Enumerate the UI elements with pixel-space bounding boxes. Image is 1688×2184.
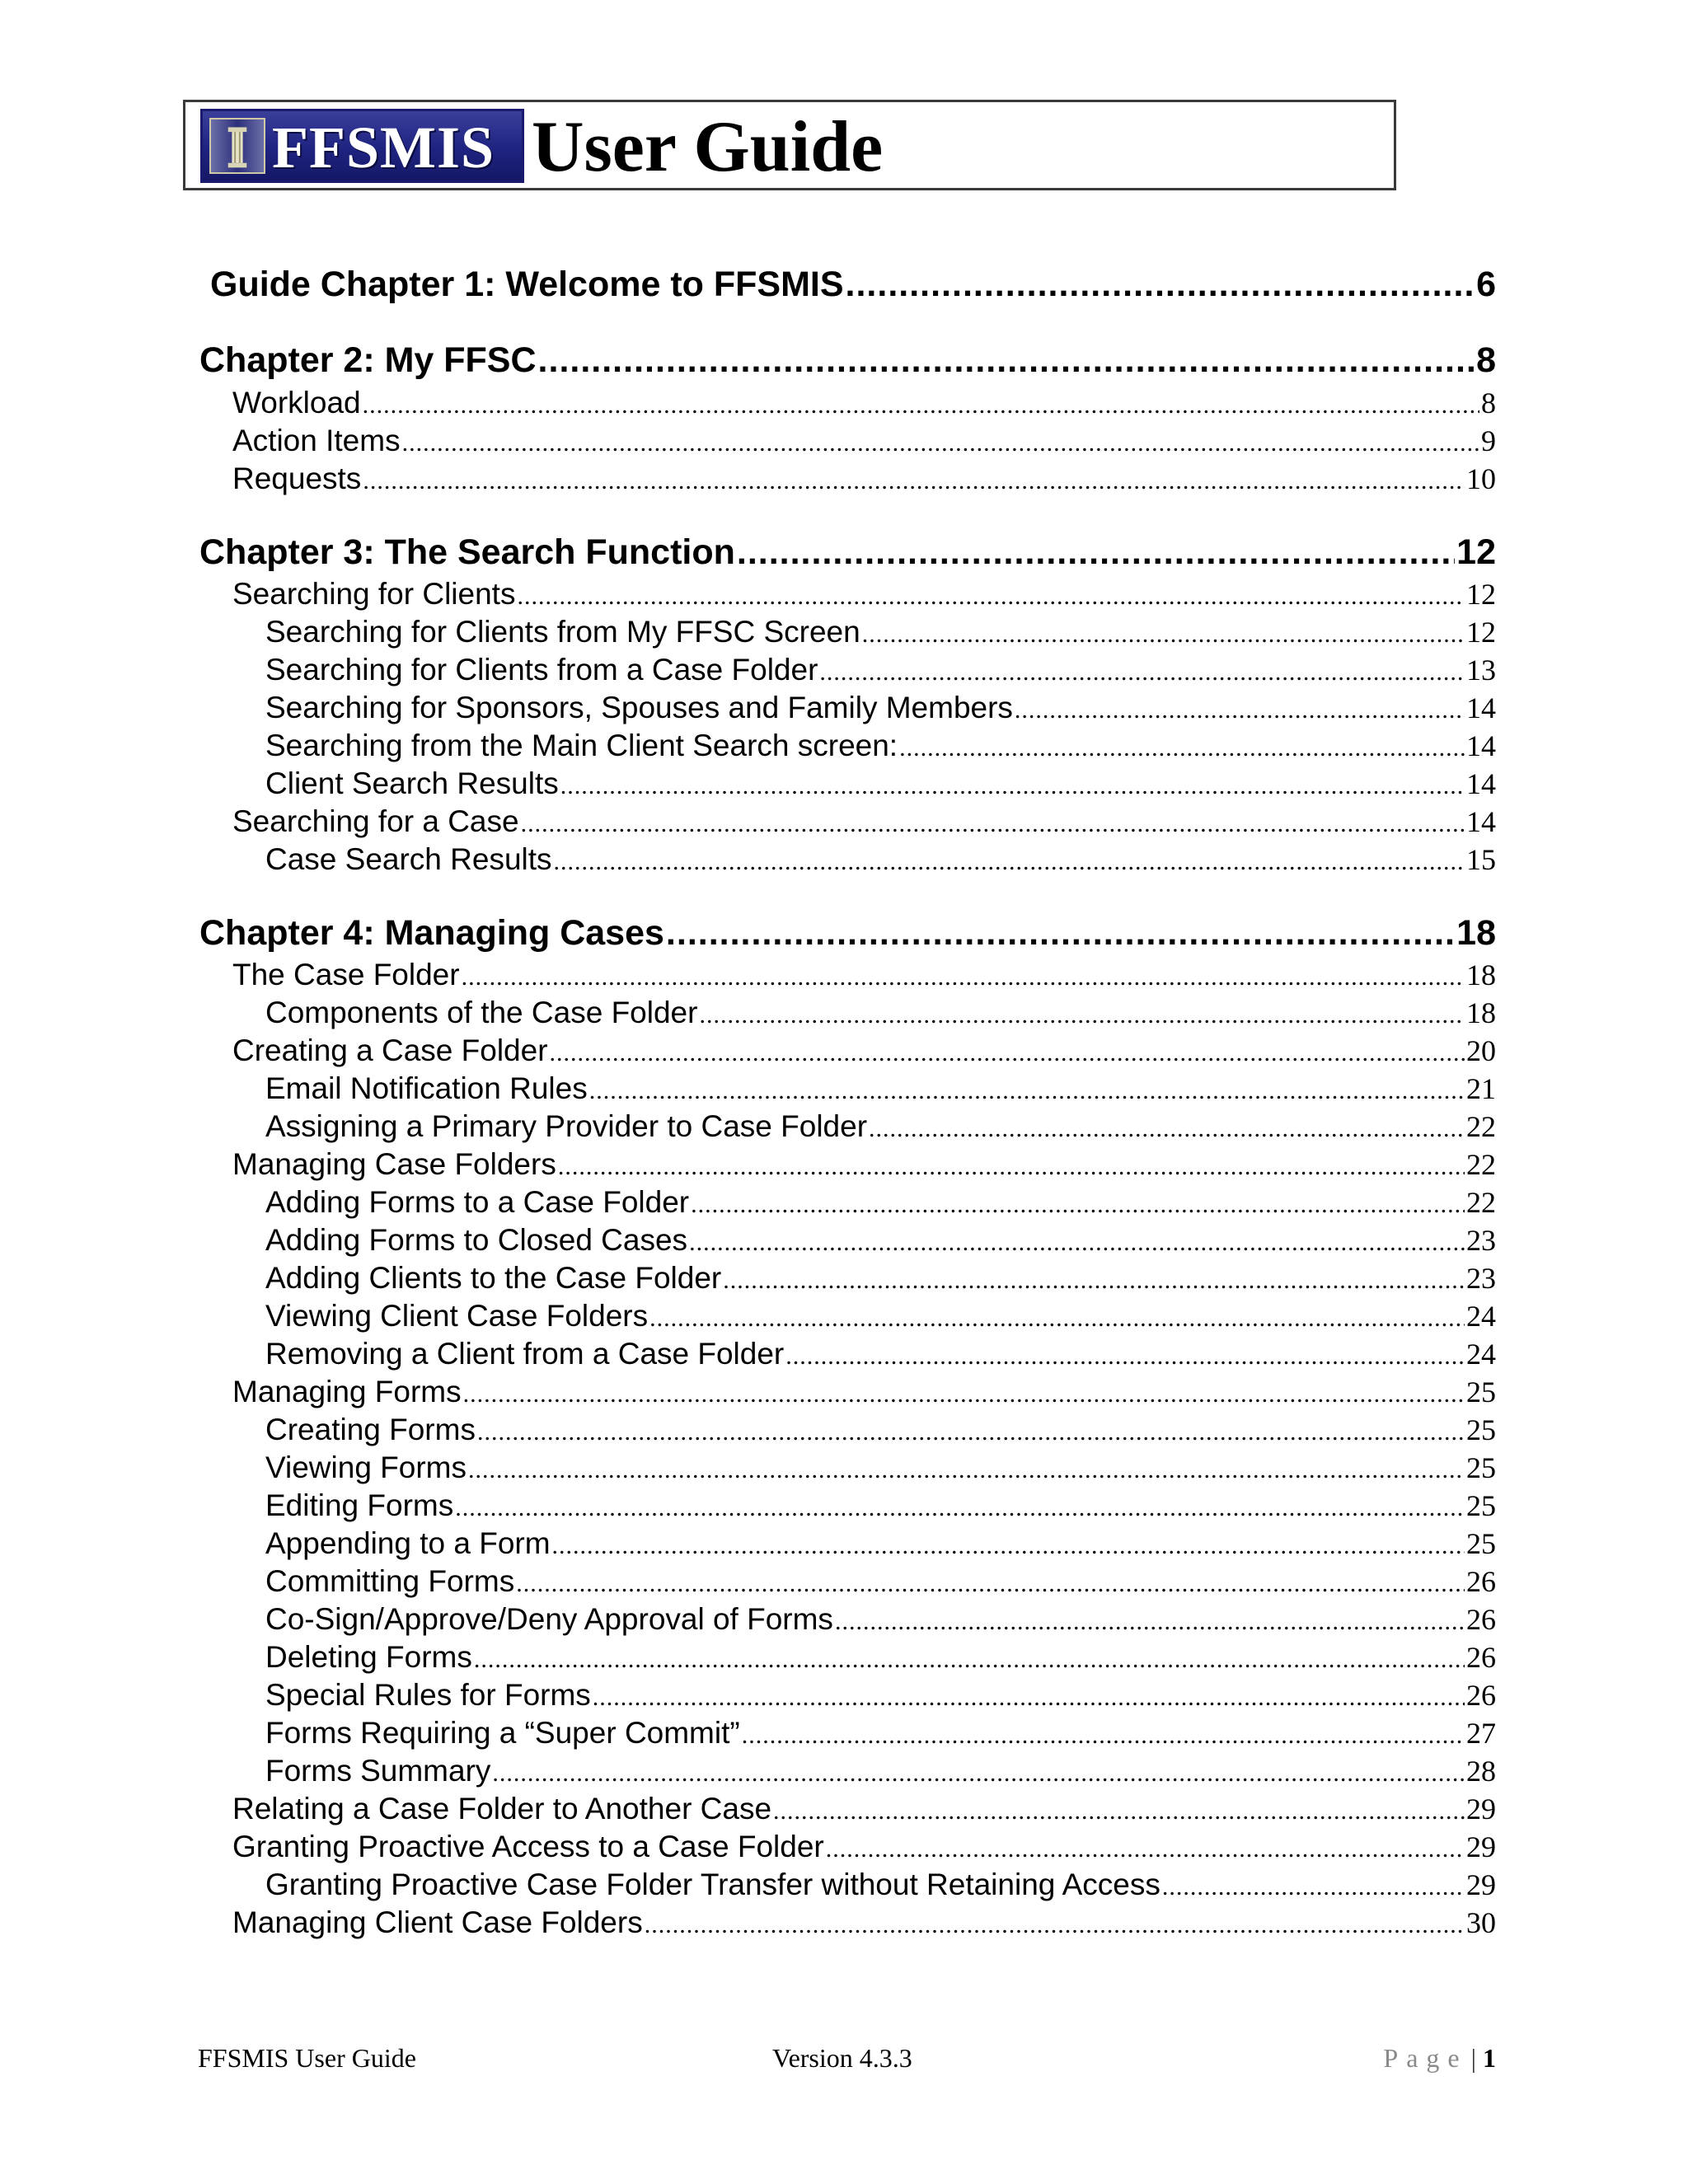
toc-entry[interactable] [265,1601,1496,1641]
toc-entry[interactable] [265,1449,1496,1489]
toc-page-number: 8 [1481,387,1496,419]
logo-text: FFSMIS [272,115,495,180]
toc-page-number: 12 [1466,616,1496,649]
toc-leader [560,767,1465,805]
toc-entry-title: Granting Proactive Access to a Case Folder [232,1830,824,1863]
toc-leader [554,843,1465,881]
toc-page-number: 6 [1476,265,1496,304]
toc-entry-title: Adding Forms to Closed Cases [265,1223,688,1257]
toc-page-number: 22 [1466,1148,1496,1181]
toc-page-number: 18 [1466,958,1496,991]
toc-page-number: 26 [1466,1679,1496,1712]
toc-entry-title: Managing Case Folders [232,1147,556,1181]
toc-leader [691,1186,1465,1224]
toc-leader [862,616,1465,654]
toc-entry[interactable] [265,1752,1496,1793]
toc-entry[interactable] [232,460,1496,500]
toc-leader [835,1603,1465,1641]
toc-leader [477,1413,1465,1451]
toc-entry[interactable] [265,1525,1496,1565]
toc-page-number: 15 [1466,843,1496,876]
toc-page-number: 12 [1456,532,1496,572]
page-label: Page [1383,2043,1468,2073]
footer-doc-title: FFSMIS User Guide [198,2043,416,2073]
toc-entry-title: Viewing Client Case Folders [265,1299,649,1333]
toc-leader [492,1755,1465,1793]
toc-leader [538,340,1475,381]
toc-page-number: 13 [1466,654,1496,687]
toc-leader [363,387,1479,424]
toc-page-number: 22 [1466,1110,1496,1143]
toc-page-number: 29 [1466,1830,1496,1863]
toc-entry-title: Searching for Clients from My FFSC Screen [265,615,860,649]
toc-page-number: 29 [1466,1793,1496,1825]
toc-entry[interactable] [265,727,1496,767]
toc-leader [402,424,1479,462]
toc-entry[interactable] [265,1676,1496,1717]
toc-entry-title: Requests [232,462,362,495]
toc-entry[interactable] [265,651,1496,691]
toc-entry[interactable] [265,1183,1496,1224]
toc-page-number: 27 [1466,1717,1496,1750]
toc-entry[interactable] [265,1297,1496,1338]
toc-entry[interactable] [265,1487,1496,1527]
toc-entry[interactable] [265,994,1496,1034]
toc-page-number: 28 [1466,1755,1496,1788]
toc-leader [1162,1868,1465,1906]
toc-leader [474,1641,1465,1679]
toc-entry[interactable] [265,613,1496,654]
toc-entry[interactable] [232,1032,1496,1072]
page-number: 1 [1483,2043,1496,2073]
toc-page-number: 25 [1466,1376,1496,1408]
toc-entry-title: Workload [232,386,361,419]
toc-entry-title: Special Rules for Forms [265,1678,591,1712]
toc-entry-title: Editing Forms [265,1488,454,1522]
toc-leader [468,1451,1465,1489]
toc-entry-title: Chapter 4: Managing Cases [199,913,664,953]
toc-entry-title: Appending to a Form [265,1526,551,1560]
document-title: User Guide [532,107,884,187]
toc-entry-title: Searching for a Case [232,804,519,838]
toc-leader [737,532,1455,573]
toc-chapter-1[interactable] [210,264,1496,305]
toc-leader [521,805,1465,843]
toc-page-number: 10 [1466,462,1496,495]
toc-entry-title: Searching for Clients [232,577,516,611]
toc-leader [899,729,1465,767]
toc-entry[interactable] [265,1866,1496,1906]
toc-entry[interactable] [232,384,1496,424]
toc-page-number: 9 [1481,424,1496,457]
toc-leader [516,1565,1465,1603]
toc-chapter-2[interactable] [199,340,1496,381]
toc-page-number: 14 [1466,805,1496,838]
toc-page-number: 18 [1456,913,1496,953]
toc-page-number: 24 [1466,1338,1496,1371]
toc-leader [552,1527,1465,1565]
toc-entry-title: Forms Requiring a “Super Commit” [265,1716,740,1750]
toc-page-number: 18 [1466,996,1496,1029]
toc-entry[interactable] [265,765,1496,805]
toc-entry-title: Removing a Client from a Case Folder [265,1337,785,1371]
toc-entry[interactable] [232,422,1496,462]
toc-entry-title: The Case Folder [232,958,460,991]
toc-entry-title: Searching for Sponsors, Spouses and Family Members [265,691,1013,724]
toc-entry[interactable] [232,803,1496,843]
footer-version: Version 4.3.3 [772,2043,912,2073]
toc-entry-title: Chapter 2: My FFSC [199,340,537,380]
toc-leader [846,264,1475,305]
toc-page-number: 25 [1466,1451,1496,1484]
toc-entry[interactable] [265,1070,1496,1110]
toc-page-number: 24 [1466,1300,1496,1333]
toc-entry[interactable] [265,1259,1496,1300]
toc-leader [593,1679,1465,1717]
toc-leader [785,1338,1465,1376]
toc-entry-title: Deleting Forms [265,1640,472,1674]
toc-entry-title: Searching from the Main Client Search screen: [265,729,898,762]
toc-entry-title: Components of the Case Folder [265,996,698,1029]
toc-entry-title: Adding Forms to a Case Folder [265,1185,690,1219]
toc-leader [649,1300,1465,1338]
toc-leader [645,1906,1465,1944]
toc-entry[interactable] [265,1563,1496,1603]
toc-page-number: 23 [1466,1224,1496,1257]
toc-leader [869,1110,1465,1148]
toc-entry-title: Relating a Case Folder to Another Case [232,1792,772,1825]
toc-page-number: 26 [1466,1603,1496,1636]
footer-page-indicator [1383,2041,1496,2074]
toc-page-number: 14 [1466,729,1496,762]
toc-page-number: 8 [1476,340,1496,380]
toc-chapter-4[interactable] [199,912,1496,954]
toc-page-number: 14 [1466,691,1496,724]
page-separator: | [1470,2043,1476,2073]
toc-leader [463,1376,1465,1413]
toc-entry-title: Creating a Case Folder [232,1033,548,1067]
toc-leader [826,1830,1465,1868]
toc-entry-title: Managing Forms [232,1375,462,1408]
toc-leader [699,996,1465,1034]
toc-leader [666,912,1455,954]
toc-entry-title: Searching for Clients from a Case Folder [265,653,818,687]
toc-entry[interactable] [265,1411,1496,1451]
toc-page-number: 21 [1466,1072,1496,1105]
toc-page-number: 14 [1466,767,1496,800]
toc-page-number: 20 [1466,1034,1496,1067]
toc-leader [363,462,1465,500]
toc-entry[interactable] [265,1714,1496,1755]
toc-leader [455,1489,1465,1527]
toc-entry-title: Action Items [232,424,401,457]
toc-entry-title: Case Search Results [265,842,552,876]
toc-leader [1015,691,1465,729]
toc-entry-title: Adding Clients to the Case Folder [265,1261,722,1295]
toc-entry[interactable] [232,956,1496,996]
toc-entry[interactable] [265,1221,1496,1262]
toc-page-number: 12 [1466,578,1496,611]
toc-entry[interactable] [265,1108,1496,1148]
toc-entry[interactable] [265,689,1496,729]
toc-entry-title: Creating Forms [265,1413,476,1446]
toc-entry[interactable] [232,1146,1496,1186]
toc-entry-title: Chapter 3: The Search Function [199,532,735,572]
toc-entry[interactable] [232,1373,1496,1413]
toc-leader [558,1148,1465,1186]
toc-entry[interactable] [265,1638,1496,1679]
toc-leader [517,578,1465,616]
toc-entry-title: Guide Chapter 1: Welcome to FFSMIS [210,265,844,304]
toc-entry-title: Committing Forms [265,1564,515,1598]
toc-entry[interactable] [232,575,1496,616]
toc-page-number: 29 [1466,1868,1496,1901]
toc-entry-title: Email Notification Rules [265,1071,588,1105]
toc-page-number: 25 [1466,1489,1496,1522]
toc-page-number: 22 [1466,1186,1496,1219]
toc-entry-title: Viewing Forms [265,1451,467,1484]
toc-entry-title: Client Search Results [265,766,559,800]
toc-leader [773,1793,1465,1830]
toc-entry-title: Granting Proactive Case Folder Transfer without Retaining Access [265,1868,1160,1901]
toc-entry[interactable] [232,1904,1496,1944]
toc-page-number: 30 [1466,1906,1496,1939]
toc-page-number: 25 [1466,1527,1496,1560]
toc-page-number: 23 [1466,1262,1496,1295]
toc-page-number: 26 [1466,1565,1496,1598]
toc-leader [723,1262,1465,1300]
toc-page-number: 26 [1466,1641,1496,1674]
toc-entry-title: Co-Sign/Approve/Deny Approval of Forms [265,1602,833,1636]
toc-leader [589,1072,1465,1110]
toc-entry[interactable] [232,1790,1496,1830]
toc-leader [462,958,1465,996]
toc-entry-title: Assigning a Primary Provider to Case Folder [265,1109,868,1143]
toc-entry[interactable] [265,841,1496,881]
toc-entry[interactable] [232,1828,1496,1868]
toc-page-number: 25 [1466,1413,1496,1446]
toc-leader [550,1034,1465,1072]
toc-leader [819,654,1465,691]
toc-entry[interactable] [265,1335,1496,1376]
toc-chapter-3[interactable] [199,532,1496,573]
toc-entry-title: Forms Summary [265,1754,491,1788]
toc-leader [742,1717,1465,1755]
toc-leader [689,1224,1465,1262]
toc-entry-title: Managing Client Case Folders [232,1905,643,1939]
